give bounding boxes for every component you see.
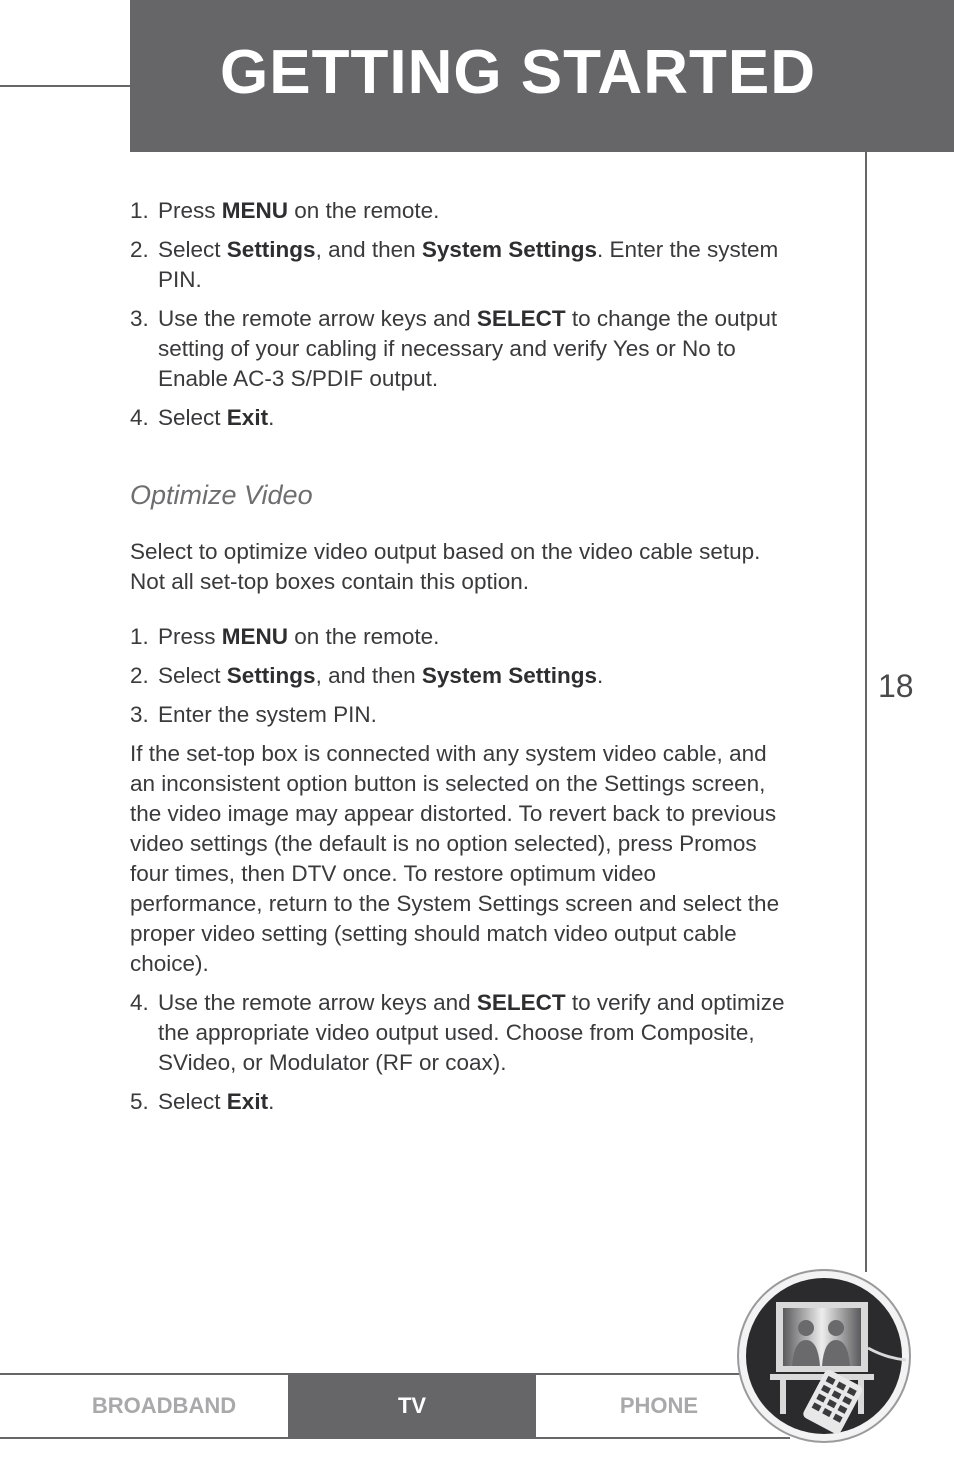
main-content	[130, 196, 790, 1126]
section-heading: Optimize Video	[130, 480, 313, 510]
list-item: 3. Enter the system PIN.	[130, 702, 377, 727]
tab-broadband[interactable]: BROADBAND	[91, 1393, 237, 1418]
tv-remote-icon	[736, 1268, 912, 1444]
list-item: 1. Press MENU on the remote.	[130, 198, 440, 223]
list-item: 2. Select Settings, and then System Settings.	[130, 663, 604, 688]
list-item: 3. Use the remote arrow keys and SELECT to change the output setting of your cabling if necessary and verify Yes or No to Enable AC-3 S/PDIF output.	[130, 306, 778, 391]
tab-tv[interactable]: TV	[288, 1375, 536, 1437]
list-item: 1. Press MENU on the remote.	[130, 624, 440, 649]
page-number: 18	[878, 668, 914, 704]
section-tabs	[0, 1373, 790, 1439]
page-title: GETTING STARTED	[220, 38, 816, 107]
top-left-rule	[0, 85, 130, 87]
list-item: 4. Select Exit.	[130, 405, 275, 430]
list-item: 2. Select Settings, and then System Settings. Enter the system PIN.	[130, 237, 779, 292]
list-item: 4. Use the remote arrow keys and SELECT to verify and optimize the appropriate video output used. Choose from Composite, SVideo, or Modulator (RF or coax).	[130, 990, 785, 1075]
right-margin-rule	[865, 152, 867, 1272]
note-paragraph: If the set-top box is connected with any system video cable, and an inconsistent option button is selected on the Settings screen, the video image may appear distorted. To revert back to previous video settings (the default is no option selected), press Promos four times, then DTV once. To restore optimum video performance, return to the System Settings screen and select the proper video setting (setting should match video output cable choice).	[130, 741, 780, 976]
tab-phone[interactable]: PHONE	[619, 1393, 699, 1418]
list-item: 5. Select Exit.	[130, 1089, 275, 1114]
intro-paragraph: Select to optimize video output based on the video cable setup. Not all set-top boxes contain this option.	[130, 539, 761, 594]
